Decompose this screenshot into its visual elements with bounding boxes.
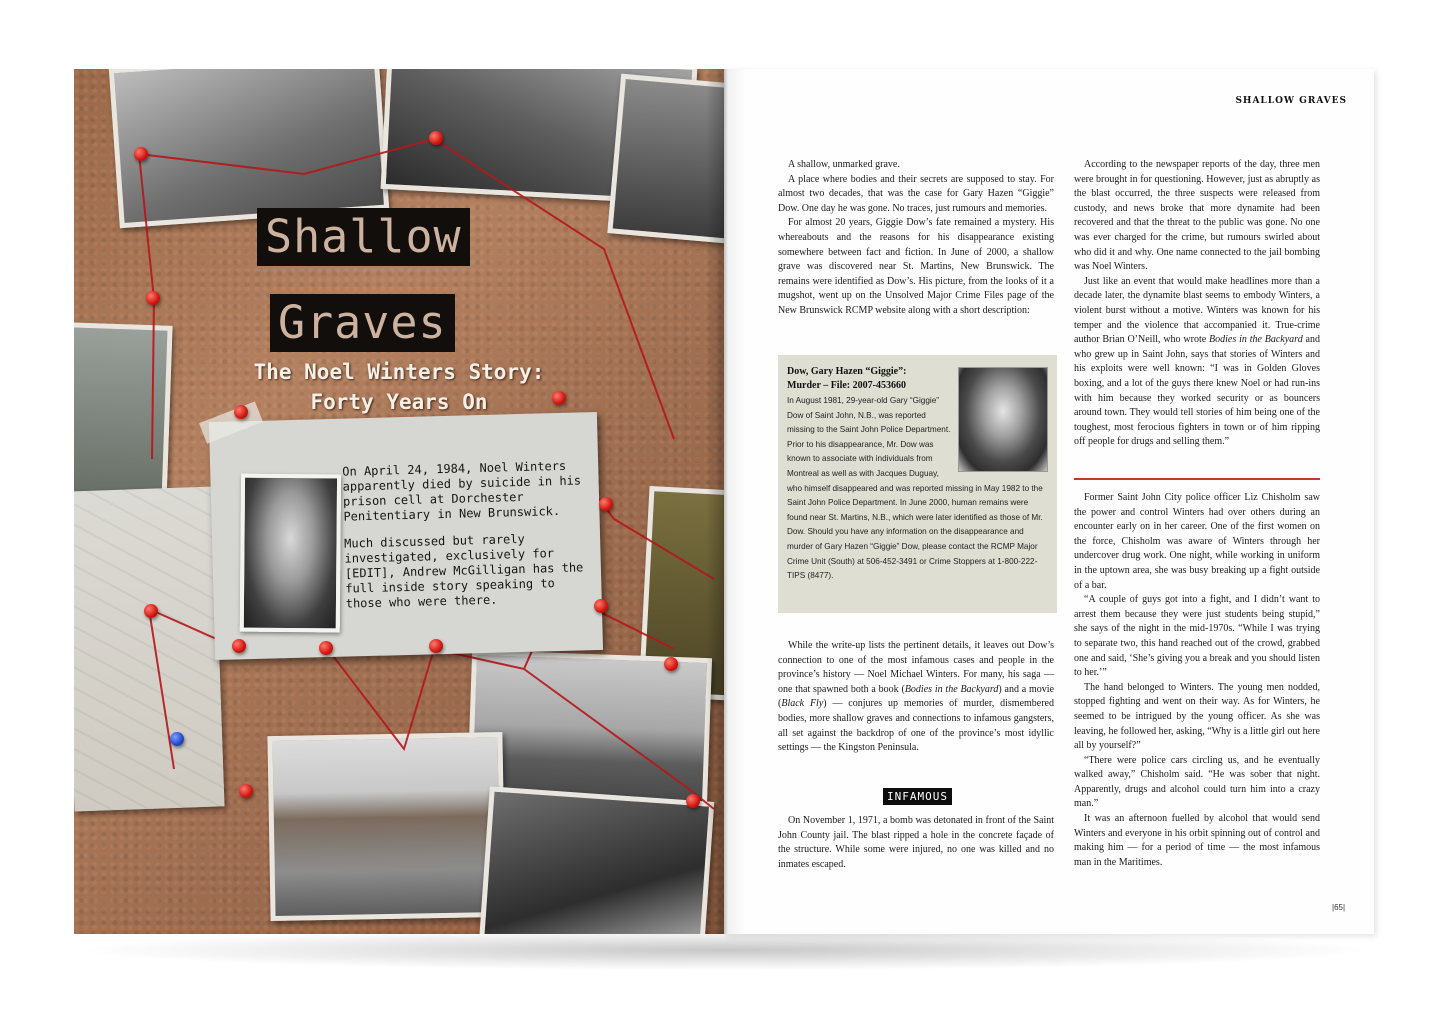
text: and who grew up in Saint John, says that stories of Winters and his exploits were well known: “I was in Golden Gloves boxing, and a lot of the guys there knew Noel or had run-ins with him because they worked security or as bouncers around town. They would tell stories of him being one of the toughest, most ferocious fighters in town or of him ripping off people for drugs and selling them.”: [1074, 334, 1320, 448]
pushpin-icon: [144, 604, 158, 618]
paragraph: “There were police cars circling us, and he eventually walked away,” Chisholm said. “He was sober that night. Apparently, drugs and alcohol could turn him into a crazy man.”: [1074, 754, 1320, 810]
column-a: [778, 158, 1054, 319]
right-page: [724, 69, 1374, 934]
intro-card: [209, 412, 603, 660]
paragraph: “A couple of guys got into a fight, and I didn’t want to arrest them because they were just students being stupid,” she says of the night in the mid-1970s. “While I was trying to separate two, this hand reached out of the crowd, grabbed one and said, ‘She’s giving you a break and you should listen to her.’”: [1074, 594, 1320, 679]
paragraph: A shallow, unmarked grave.: [788, 159, 900, 170]
movie-title: Black Fly: [781, 698, 824, 710]
intro-text: [342, 458, 590, 623]
pushpin-icon: [429, 639, 443, 653]
left-page-collage: [74, 69, 724, 934]
paragraph: The hand belonged to Winters. The young men nodded, stopped fighting and went on their way. As for Winters, he seemed to be intrigued by the young officer. As she was leaving, he followed her, asking, “Why is a little girl out here all by yourself?”: [1074, 681, 1320, 752]
pushpin-icon: [664, 657, 678, 671]
column-b: [1074, 158, 1320, 450]
text: ) and a movie (: [778, 683, 1055, 710]
pushpin-icon: [234, 405, 248, 419]
column-c: [778, 639, 1054, 756]
paragraph: [778, 639, 1054, 756]
title-line2: Graves: [270, 294, 455, 352]
pushpin-icon: [552, 391, 566, 405]
subtitle-line1: The Noel Winters Story:: [253, 360, 545, 384]
paragraph: For almost 20 years, Giggie Dow’s fate remained a mystery. His whereabouts and the reasons for his disappearance existing somewhere between fact and fiction. In June of 2000, a shallow grave was discovered near St. Martins, New Brunswick. The remains were identified as Dow’s. His picture, from the looks of it a mugshot, went up on the Unsolved Major Crime Files page of the New Brunswick RCMP website along with a short description:: [778, 217, 1054, 316]
pushpin-icon: [319, 641, 333, 655]
pushpin-icon: [594, 599, 608, 613]
book-title: Bodies in the Backyard: [1209, 334, 1303, 346]
pushpin-icon: [146, 291, 160, 305]
sidebar-heading: [787, 365, 957, 393]
sidebar-heading-line2: Murder – File: 2007-453660: [787, 380, 906, 391]
rcmp-sidebar: [778, 355, 1057, 613]
sidebar-text: [787, 394, 1049, 584]
running-head: SHALLOW GRAVES: [1235, 96, 1347, 106]
column-d: [778, 814, 1054, 872]
paragraph: A place where bodies and their secrets are supposed to stay. For almost two decades, that was the case for Gary Hazen “Giggie” Dow. One day he was gone. No traces, just rumours and memories.: [778, 173, 1054, 214]
pushpin-icon: [686, 794, 700, 808]
pushpin-icon: [134, 147, 148, 161]
text: While the write-up lists the pertinent details, it leaves out Dow’s connection to one of the most infamous cases and people in the province’s history — Noel Michael Winters. For many, his saga — one that spawned both a book (: [778, 640, 1054, 695]
paragraph: On November 1, 1971, a bomb was detonated in front of the Saint John County jail. The blast ripped a hole in the concrete façade of the structure. While some were injured, no one was killed and no inmates escaped.: [778, 815, 1054, 870]
title-line1: Shallow: [257, 208, 470, 266]
page-number: |65|: [1332, 903, 1346, 912]
red-divider: [1074, 478, 1320, 480]
sidebar-heading-line1: Dow, Gary Hazen “Giggie”:: [787, 366, 907, 377]
text: ) — conjures up memories of murder, dismembered bodies, more shallow graves and connections to infamous gangsters, all set against the backdrop of one of the province’s most idyllic settings — the Kingston Peninsula.: [778, 698, 1054, 754]
winters-photo: [240, 474, 341, 633]
paragraph: Former Saint John City police officer Liz Chisholm saw the power and control Winters had over others during an encounter early on in her career. One of the first women on the force, Chisholm was aware of Winters through her undercover drug work. One night, while working in uniform in the uptown area, she was busy breaking up a fight outside of a bar.: [1074, 492, 1320, 591]
pushpin-icon: [232, 639, 246, 653]
pushpin-icon: [599, 497, 613, 511]
paragraph: [1074, 275, 1320, 450]
paragraph: It was an afternoon fuelled by alcohol that would send Winters and everyone in his orbit spinning out of control and making him — for a period of time — the most infamous man in the Maritimes.: [1074, 813, 1320, 868]
book-title: Bodies in the Backyard: [904, 683, 999, 695]
section-heading: INFAMOUS: [883, 788, 952, 805]
intro-para2: Much discussed but rarely investigated, exclusively for [EDIT], Andrew McGilligan has the full inside story speaking to those who were there.: [343, 531, 584, 611]
text: Just like an event that would make headlines more than a decade later, the dynamite blast seems to embody Winters, a violent burst without a motive. Winters was known for his temper and the violence that accompanied it. True-crime author Brian O’Neill, who wrote: [1074, 275, 1320, 346]
sidebar-body: In August 1981, 29-year-old Gary “Giggie” Dow of Saint John, N.B., was reported missing to the Saint John Police Department. Prior to his disappearance, Mr. Dow was known to associate with individuals from Montreal as well as with Jacques Duguay, who himself disappeared and was reported missing in May 1982 to the Saint John Police Department. In June 2000, human remains were found near St. Martins, N.B., which were later identified as those of Mr. Dow. Should you have any information on the disappearance and murder of Gary Hazen “Giggie” Dow, please contact the RCMP Major Crime Unit (South) at 506-452-3491 or Crime Stoppers at 1-800-222-TIPS (8477).: [787, 396, 1043, 581]
pushpin-icon: [429, 131, 443, 145]
pushpin-icon: [239, 784, 253, 798]
page-shadow: [90, 930, 1360, 970]
subtitle-line2: Forty Years On: [310, 390, 488, 414]
blue-pushpin-icon: [170, 732, 184, 746]
column-e: [1074, 491, 1320, 870]
intro-para1: On April 24, 1984, Noel Winters apparently died by suicide in his prison cell at Dorchester Penitentiary in New Brunswick.: [342, 458, 582, 524]
paragraph: According to the newspaper reports of the day, three men were brought in for questioning. However, just as abruptly as the blast occurred, the three suspects were released from custody, and news broke that more dynamite had been recovered and that the threat to the public was gone. No one was ever charged for the crime, but rumours swirled about who did it and why. One name connected to the jail bombing was Noel Winters.: [1074, 159, 1320, 273]
